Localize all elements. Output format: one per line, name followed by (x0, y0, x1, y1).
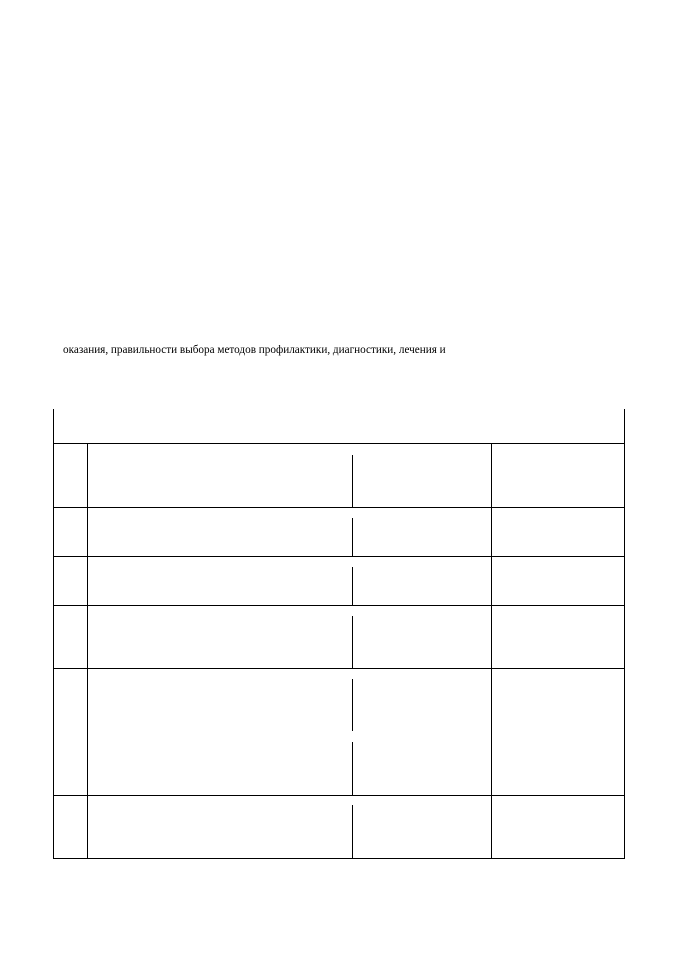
table-cell (353, 444, 491, 507)
table-cell (353, 669, 491, 795)
table-cell (88, 557, 352, 605)
table-cell-number (54, 557, 87, 605)
table-cell (492, 669, 624, 795)
table-cell (88, 444, 352, 507)
table-bottom-border (53, 858, 625, 859)
table-cell-number (54, 508, 87, 556)
table-cell (88, 606, 352, 668)
table-cell (353, 796, 491, 858)
table-right-border (624, 409, 625, 859)
table-cell (88, 796, 352, 858)
table-cell (492, 508, 624, 556)
table-cell (88, 669, 352, 795)
table-cell (88, 508, 352, 556)
table-cell-number (54, 606, 87, 668)
table-cell (492, 606, 624, 668)
table-cell-number (54, 669, 87, 795)
table-cell (353, 557, 491, 605)
body-text-line: оказания, правильности выбора методов профилактики, диагностики, лечения и (63, 344, 446, 356)
table-header-cell (54, 409, 624, 443)
table-cell-number (54, 796, 87, 858)
table-cell (492, 557, 624, 605)
table-cell (492, 444, 624, 507)
table-cell (492, 796, 624, 858)
table-cell (353, 606, 491, 668)
table-cell (353, 508, 491, 556)
table-cell-number (54, 444, 87, 507)
